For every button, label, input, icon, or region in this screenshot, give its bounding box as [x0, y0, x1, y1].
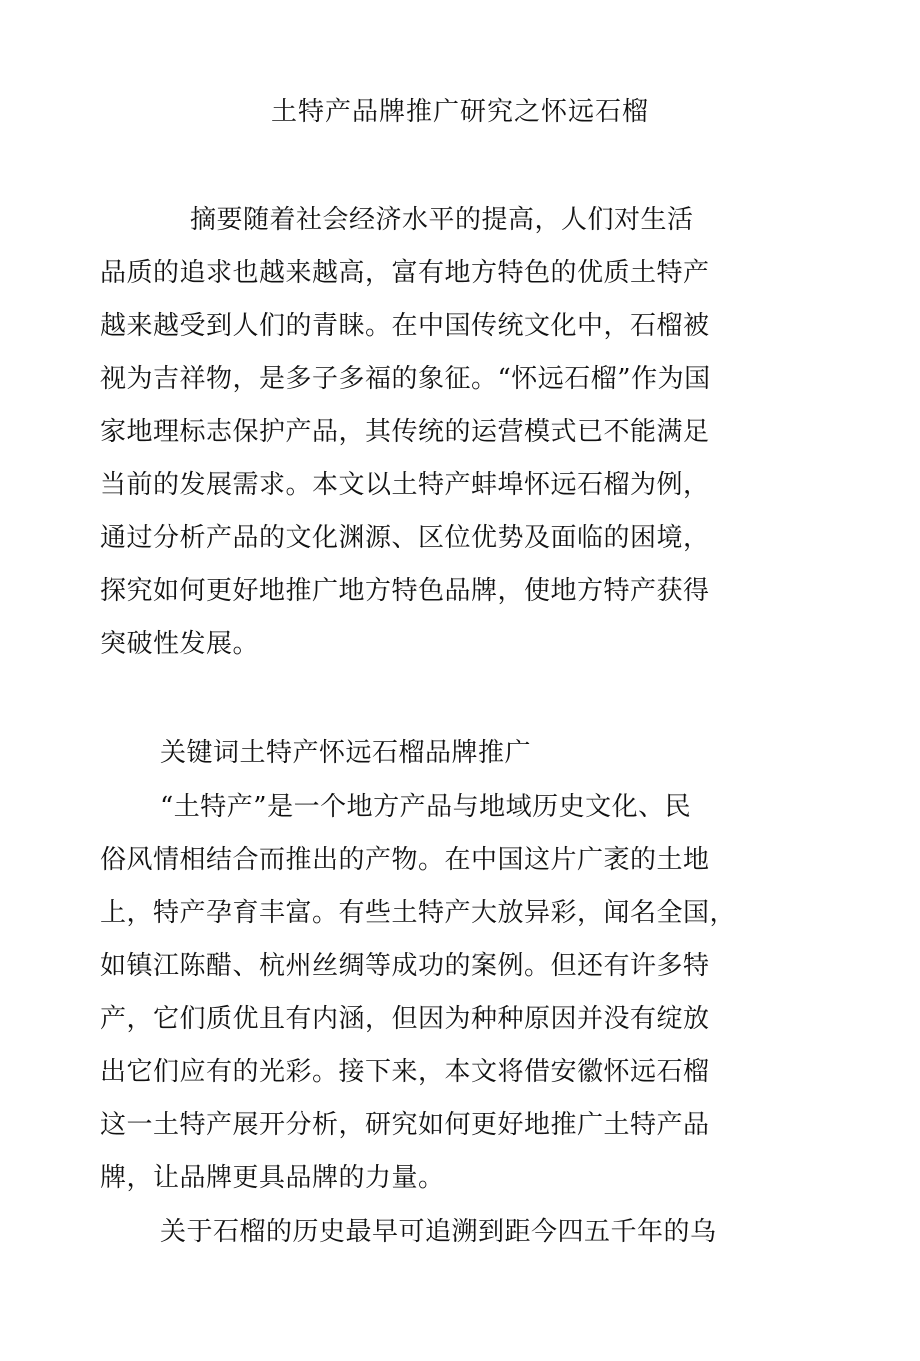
paragraph-line: 上，特产孕育丰富。有些土特产大放异彩，闻名全国， — [100, 898, 737, 928]
abstract-line: 视为吉祥物，是多子多福的象征。“怀远石榴”作为国 — [100, 364, 711, 394]
paragraph-line: 这一土特产展开分析，研究如何更好地推广土特产品 — [100, 1110, 710, 1140]
document-title: 土特产品牌推广研究之怀远石榴 — [270, 97, 649, 127]
keywords-line: 关键词土特产怀远石榴品牌推广 — [160, 738, 532, 768]
paragraph-line: 俗风情相结合而推出的产物。在中国这片广袤的土地 — [100, 845, 710, 875]
paragraph-line: 关于石榴的历史最早可追溯到距今四五千年的乌 — [160, 1217, 717, 1247]
paragraph-line: 产，它们质优且有内涵，但因为种种原因并没有绽放 — [100, 1004, 710, 1034]
abstract-line: 摘要随着社会经济水平的提高，人们对生活 — [190, 205, 694, 235]
abstract-line: 品质的追求也越来越高，富有地方特色的优质土特产 — [100, 258, 710, 288]
paragraph-line: 出它们应有的光彩。接下来，本文将借安徽怀远石榴 — [100, 1057, 710, 1087]
abstract-line: 家地理标志保护产品，其传统的运营模式已不能满足 — [100, 417, 710, 447]
paragraph-line: 如镇江陈醋、杭州丝绸等成功的案例。但还有许多特 — [100, 951, 710, 981]
abstract-line: 突破性发展。 — [100, 629, 260, 659]
paragraph-line: 牌，让品牌更具品牌的力量。 — [100, 1163, 445, 1193]
abstract-line: 越来越受到人们的青睐。在中国传统文化中，石榴被 — [100, 311, 710, 341]
abstract-line: 当前的发展需求。本文以土特产蚌埠怀远石榴为例， — [100, 470, 710, 500]
abstract-line: 探究如何更好地推广地方特色品牌，使地方特产获得 — [100, 576, 710, 606]
abstract-line: 通过分析产品的文化渊源、区位优势及面临的困境， — [100, 523, 710, 553]
paragraph-line: “土特产”是一个地方产品与地域历史文化、民 — [160, 792, 692, 822]
